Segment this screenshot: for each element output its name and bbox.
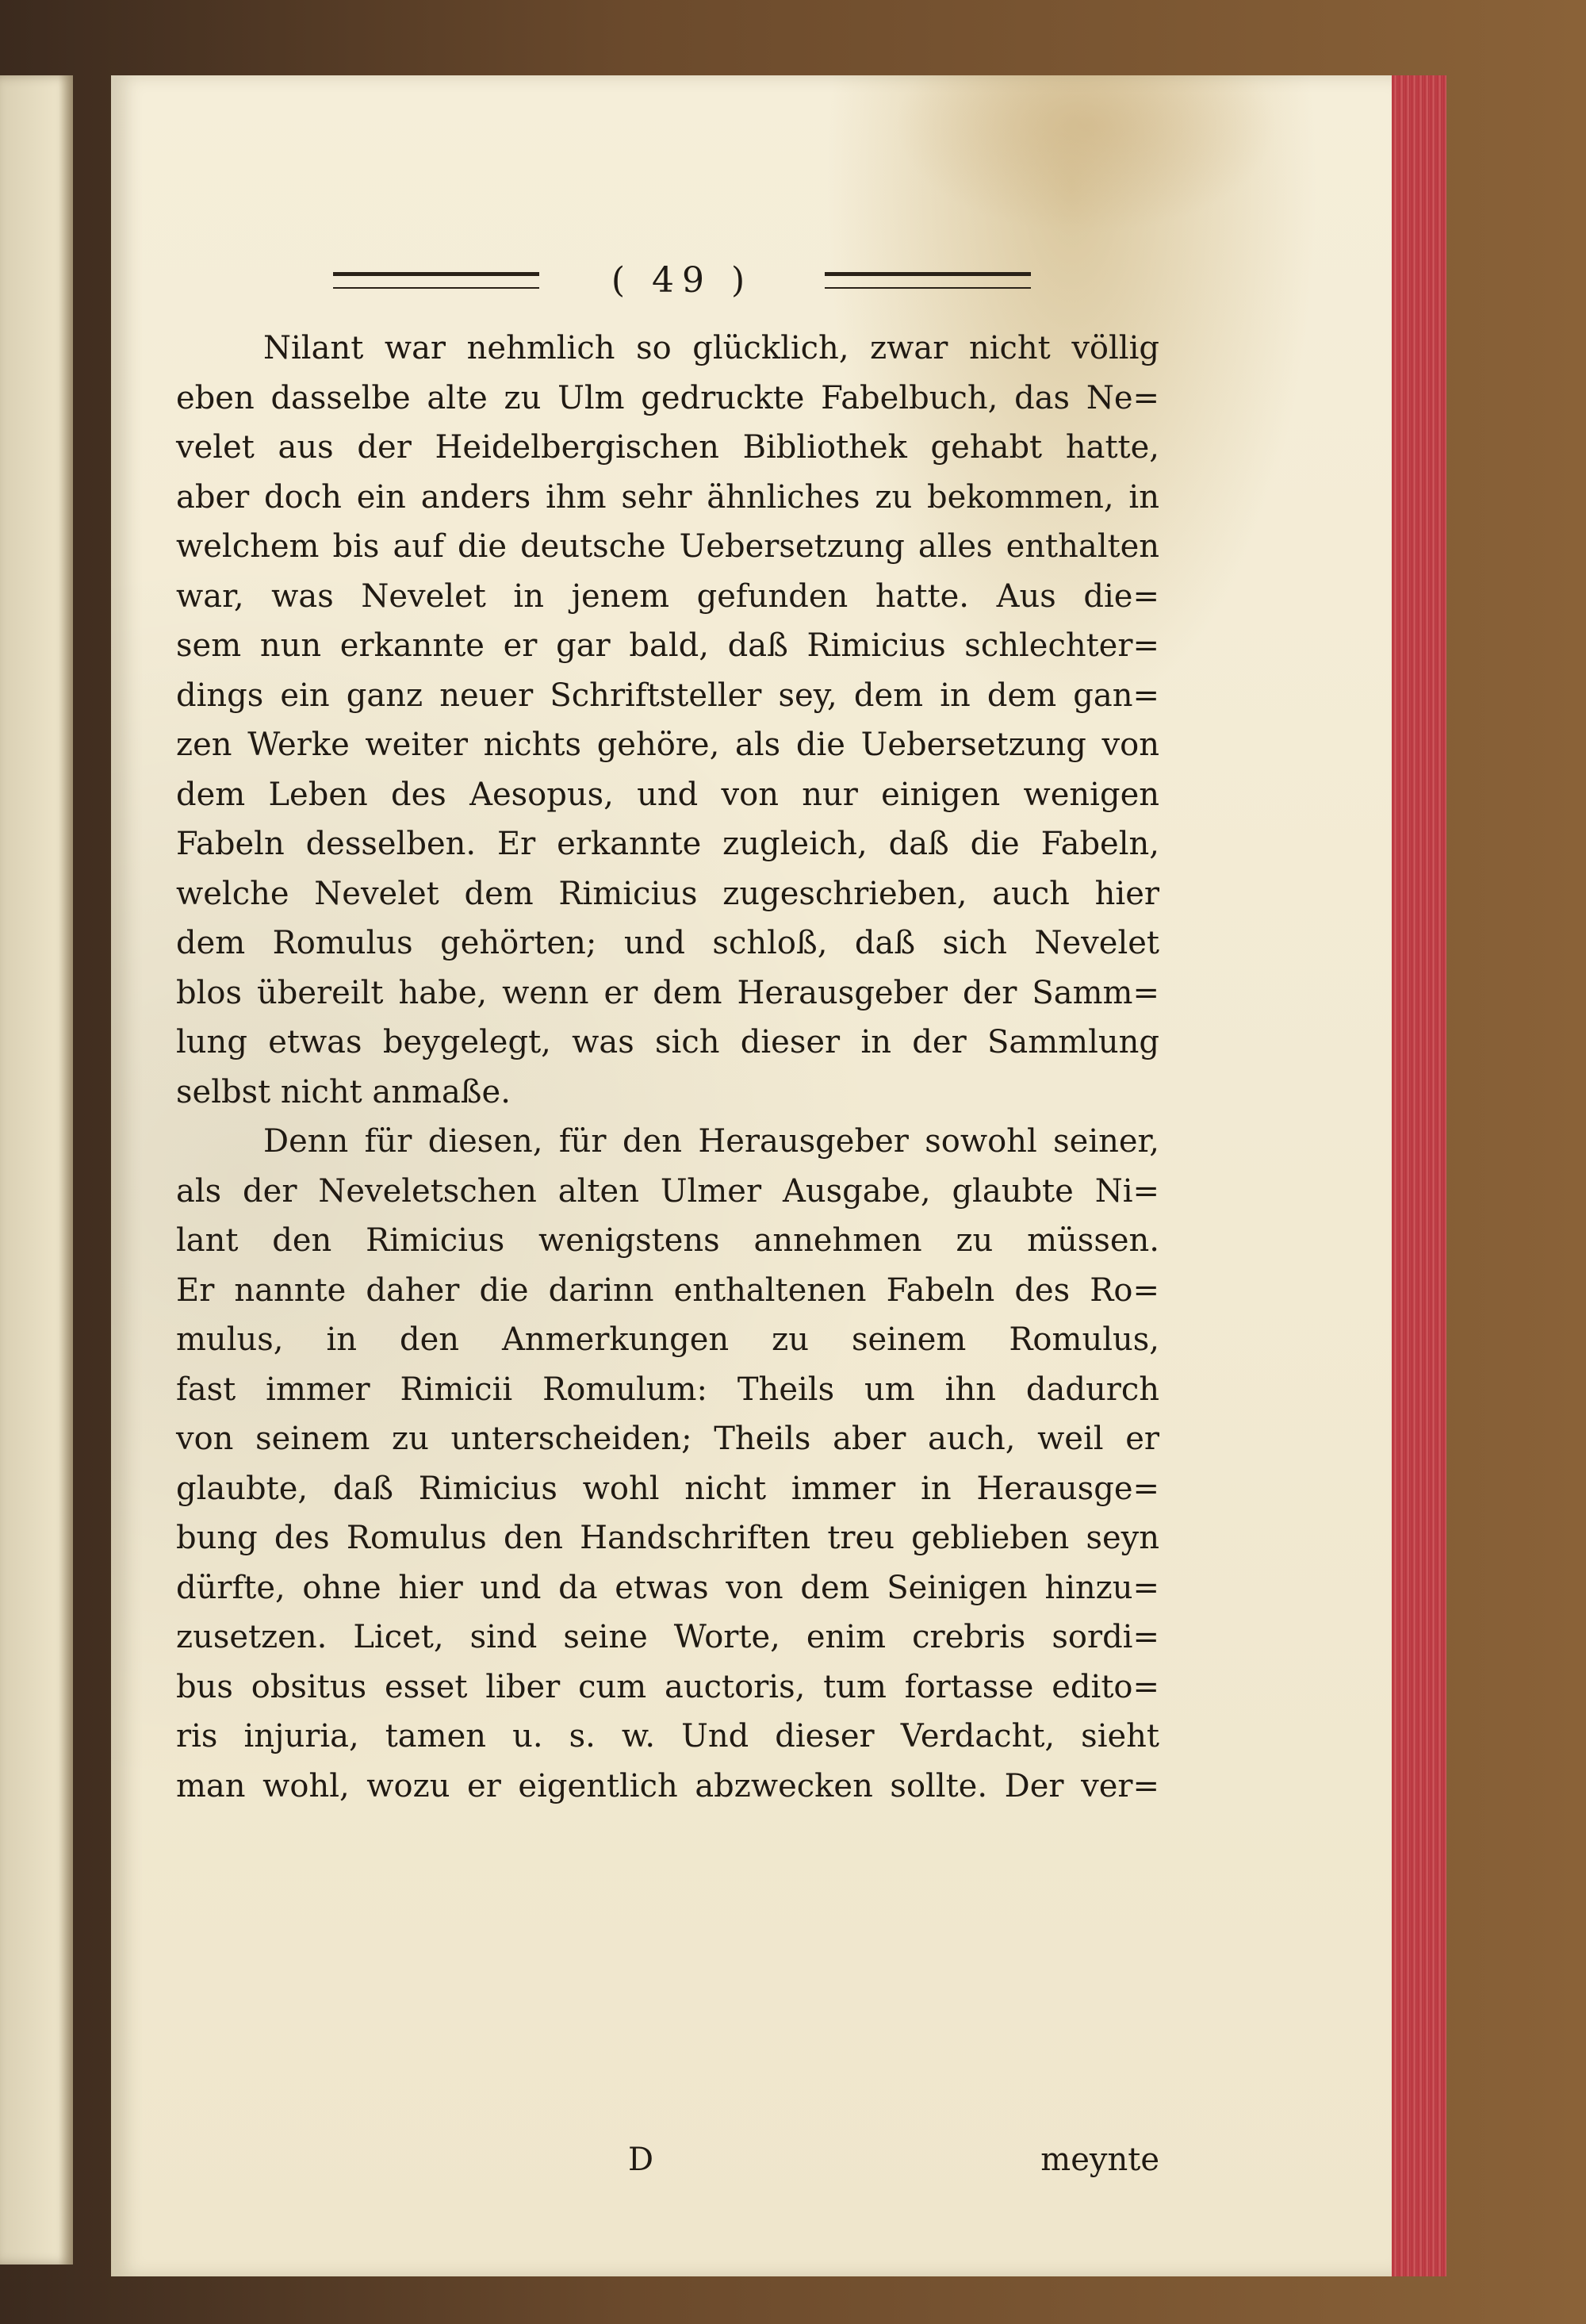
text-line: bus obsitus esset liber cum auctoris, tum fortasse edito= (176, 1668, 1159, 1705)
text-line: Nilant war nehmlich so glücklich, zwar nicht völlig (263, 330, 1159, 366)
text-line: zusetzen. Licet, sind seine Worte, enim crebris sordi= (176, 1619, 1159, 1655)
facing-page-edge (0, 75, 73, 2265)
text-line: eben dasselbe alte zu Ulm gedruckte Fabelbuch, das Ne= (176, 379, 1159, 416)
text-line: welche Nevelet dem Rimicius zugeschrieben, auch hier (176, 875, 1159, 912)
text-line: sem nun erkannte er gar bald, daß Rimicius schlechter= (176, 627, 1159, 664)
text-line: velet aus der Heidelbergischen Bibliothek gehabt hatte, (176, 429, 1159, 466)
signature-mark: D (628, 2142, 654, 2178)
text-line: als der Neveletschen alten Ulmer Ausgabe, glaubte Ni= (176, 1172, 1159, 1210)
text-line: blos übereilt habe, wenn er dem Herausgeber der Samm= (176, 974, 1159, 1011)
header-rule-left (333, 272, 539, 289)
text-line: man wohl, wozu er eigentlich abzwecken sollte. Der ver= (176, 1767, 1159, 1804)
text-line: dem Leben des Aesopus, und von nur einigen wenigen (176, 776, 1159, 813)
text-line: zen Werke weiter nichts gehöre, als die Uebersetzung von (176, 727, 1159, 763)
page-footer (176, 2142, 1159, 2191)
text-line: welchem bis auf die deutsche Uebersetzung alles enthalten (176, 528, 1159, 565)
text-line: aber doch ein anders ihm sehr ähnliches zu bekommen, in (176, 478, 1159, 516)
page-number: ( 49 ) (611, 259, 753, 301)
text-line: Er nannte daher die darinn enthaltenen Fabeln des Ro= (176, 1271, 1159, 1309)
water-stain (880, 75, 1293, 242)
text-line: dings ein ganz neuer Schriftsteller sey, dem in dem gan= (176, 677, 1159, 714)
text-line: dürfte, ohne hier und da etwas von dem Seinigen hinzu= (176, 1569, 1159, 1606)
text-line: lant den Rimicius wenigstens annehmen zu müssen. (176, 1222, 1159, 1259)
text-line: lung etwas beygelegt, was sich dieser in der Sammlung (176, 1024, 1159, 1060)
text-line: bung des Romulus den Handschriften treu geblieben seyn (176, 1520, 1159, 1556)
page-header (333, 252, 1031, 308)
body-text (176, 324, 1159, 1811)
red-page-edges (1389, 75, 1446, 2276)
text-line: von seinem zu unterscheiden; Theils aber auch, weil er (176, 1421, 1159, 1457)
text-line: war, was Nevelet in jenem gefunden hatte. Aus die= (176, 577, 1159, 615)
text-line: dem Romulus gehörten; und schloß, daß sich Nevelet (176, 925, 1159, 961)
text-line: Denn für diesen, für den Herausgeber sowohl seiner, (263, 1123, 1159, 1160)
text-line: fast immer Rimicii Romulum: Theils um ihn dadurch (176, 1371, 1159, 1408)
text-line: selbst nicht anmaße. (176, 1073, 511, 1110)
text-line: Fabeln desselben. Er erkannte zugleich, daß die Fabeln, (176, 826, 1159, 862)
text-line: mulus, in den Anmerkungen zu seinem Romulus, (176, 1321, 1159, 1358)
text-line: ris injuria, tamen u. s. w. Und dieser Verdacht, sieht (176, 1718, 1159, 1755)
text-line: glaubte, daß Rimicius wohl nicht immer in Herausge= (176, 1470, 1159, 1507)
catchword: meynte (1040, 2142, 1159, 2178)
header-rule-right (825, 272, 1031, 289)
